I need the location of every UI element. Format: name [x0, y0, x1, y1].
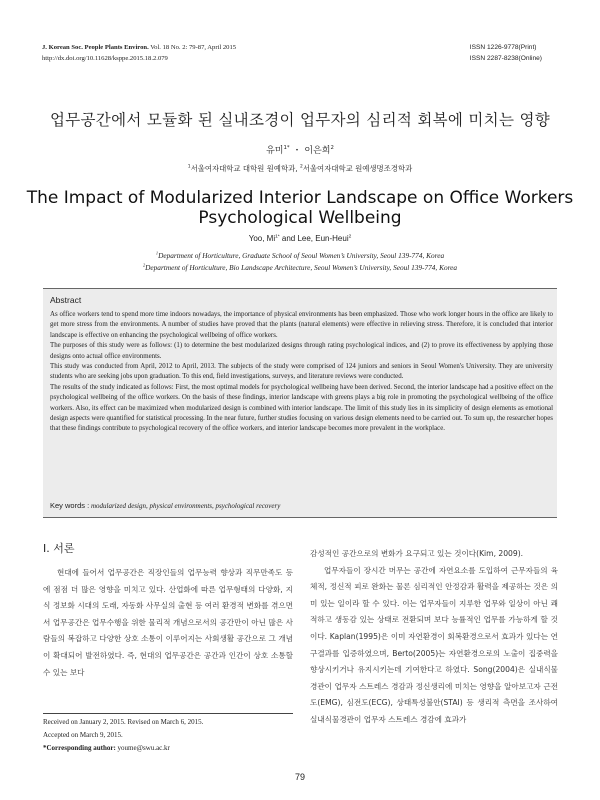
english-affil-2: Department of Horticulture, Bio Landscape Architecture, Seoul Women’s University, Seoul 139-774, Korea [145, 263, 458, 272]
korean-author-2-sup: 2 [330, 145, 334, 151]
english-title-line-1: The Impact of Modularized Interior Landscape on Office Workers [26, 188, 574, 208]
english-affiliations [0, 250, 600, 274]
korean-affil-2: 서울여자대학교 원예생명조경학과 [302, 164, 413, 173]
english-author-1-sup: 1* [275, 234, 280, 240]
received-date: Received on January 2, 2015. Revised on March 6, 2015. [43, 718, 204, 726]
corresponding-email[interactable]: youme@swu.ac.kr [117, 744, 170, 752]
keywords-value: modularized design, physical environments, psychological recovery [90, 502, 281, 510]
abstract-paragraph-1: As office workers tend to spend more time indoors nowadays, the importance of physical environments has been emphasized. Those who work longer hours in the office are likely to get more stress from the environments. A number of studies have proved that the plants (natural elements) were effective in relieving stress. Therefore, it is concluded that interior landscape is effective on enhancing the psychological wellbeing of office workers. [50, 311, 553, 339]
author-separator: ・ [292, 146, 302, 156]
english-title-line-2: Psychological Wellbeing [198, 208, 402, 228]
volume-info: Vol. 18 No. 2: 79-87, April 2015 [150, 44, 237, 51]
issn-print: ISSN 1226-9778(Print) [469, 44, 537, 51]
english-author-2: and Lee, Eun-Heui [279, 234, 349, 243]
korean-affil-2-sup: 2 [299, 164, 303, 170]
footnotes [43, 716, 303, 755]
korean-affiliations [0, 163, 600, 174]
corresponding-label: *Corresponding author: [43, 744, 116, 752]
accepted-date: Accepted on March 9, 2015. [43, 731, 123, 739]
korean-author-2: 이은희 [304, 146, 331, 156]
korean-title: 업무공간에서 모듈화 된 실내조경이 업무자의 심리적 회복에 미치는 영향 [49, 111, 550, 129]
abstract-paragraph-3: This study was conducted from April, 2012 to April, 2013. The subjects of the study were comprised of 124 juniors and seniors in Seoul Women's University. They are university students who are seeking jobs upon graduation. To this end, field investigations, surveys, and literature reviews were conducted. [50, 363, 553, 381]
abstract-heading: Abstract [50, 295, 82, 305]
left-column [43, 565, 293, 681]
korean-affil-1: 서울여자대학교 대학원 원예학과, [190, 164, 298, 173]
korean-author-1: 유미 [266, 146, 284, 156]
keywords-label: Key words : [50, 501, 90, 510]
korean-author-1-sup: 1* [283, 145, 290, 151]
abstract-body [50, 310, 553, 435]
journal-name: J. Korean Soc. People Plants Environ. [42, 44, 149, 51]
korean-authors [0, 143, 600, 156]
issn-block [470, 42, 542, 64]
english-author-1: Yoo, Mi [248, 234, 276, 243]
right-paragraph-0: 감성적인 공간으로의 변화가 요구되고 있는 것이다(Kim, 2009). [310, 549, 524, 558]
right-paragraph-1: 업무자들이 장시간 머무는 공간에 자연요소를 도입하여 근무자들의 육체적, 정신적 피로 완화는 물론 심리적인 안정감과 활력을 제공하는 것은 의미 있는 일이라 할 수 있다. 이는 업무자들이 지루한 업무와 일상이 아닌 쾌적하고 생동감 있는 상태로 전환되며 보다 능률적인 업무를 가능하게 할 것이다. Kaplan(1995)은 이미 자연환경이 회복환경으로서 효과가 있다는 연구결과를 입증하였으며, Berto(2005)는 자연환경으로의 노출이 집중력을 향상시키거나 유지시키는데 기여한다고 하였다. Song(2004)은 실내식물경관이 업무자 스트레스 경감과 정신생리에 미치는 영향을 알아보고자 근전도(EMG), 심전도(ECG), 상태특성불안(STAI) 등 생리적 측면을 조사하여 실내식물경관이 업무자 스트레스 경감에 효과가 [310, 565, 558, 724]
journal-header [42, 42, 236, 64]
abstract-box [43, 288, 557, 518]
korean-affil-1-sup: 1 [187, 164, 191, 170]
keywords [50, 501, 280, 510]
english-affil-2-sup: 2 [142, 262, 146, 268]
doi-link[interactable]: http://dx.doi.org/10.11628/ksppe.2015.18.2.079 [42, 55, 168, 62]
page-number: 79 [294, 772, 305, 782]
section-title: Ⅰ. 서론 [43, 542, 75, 555]
abstract-paragraph-2: The purposes of this study were as follows: (1) to determine the best modularized designs through rating psychological indices, and (2) to prove its effectiveness by applying those designs onto actual office environments. [50, 342, 553, 360]
left-paragraph-1: 현대에 들어서 업무공간은 직장인들의 업무능력 향상과 직무만족도 등에 점점 더 많은 영향을 미치고 있다. 산업화에 따른 업무형태의 다양화, 지식 정보화 시대의 도래, 자동화 사무실의 출현 등 여러 환경적 변화를 겪으면서 업무공간은 업무수행을 위한 물리적 개념으로서의 공간만이 아닌 많은 사람들의 복잡하고 다양한 상호 소통이 이루어지는 사회생활 공간으로 그 개념이 확대되어 발전하였다. 즉, 현대의 업무공간은 공간과 인간이 상호 소통할 수 있는 보다 [43, 568, 293, 677]
issn-online: ISSN 2287-8238(Online) [469, 55, 542, 62]
english-affil-1: Department of Horticulture, Graduate School of Seoul Women’s University, Seoul 139-774, Korea [158, 251, 445, 260]
english-authors [0, 234, 600, 243]
abstract-paragraph-4: The results of the study indicated as follows: First, the most optimal models for psychological wellbeing have been derived. Second, the interior landscape had a positive effect on the psychological wellbeing of the office workers. On the basis of these findings, interior landscape with greens plays a big role in promoting the psychological wellbeing of the office workers. Also, its effect can be maximized when modularized design is combined with interior landscape. The limit of this study lies in its simplicity of design elements as emotional design aspects were quantified for statistical processing. In the near future, further studies focusing on various design elements need to be carried out. To sum up, the researcher hopes that these findings contribute to psychological recovery of the office workers, and interior landscape becomes more prevalent in the workplace. [50, 383, 553, 433]
footnote-divider [43, 713, 293, 714]
english-author-2-sup: 2 [348, 234, 352, 240]
english-affil-1-sup: 1 [155, 250, 159, 256]
english-title [0, 188, 600, 228]
right-column [310, 546, 558, 729]
